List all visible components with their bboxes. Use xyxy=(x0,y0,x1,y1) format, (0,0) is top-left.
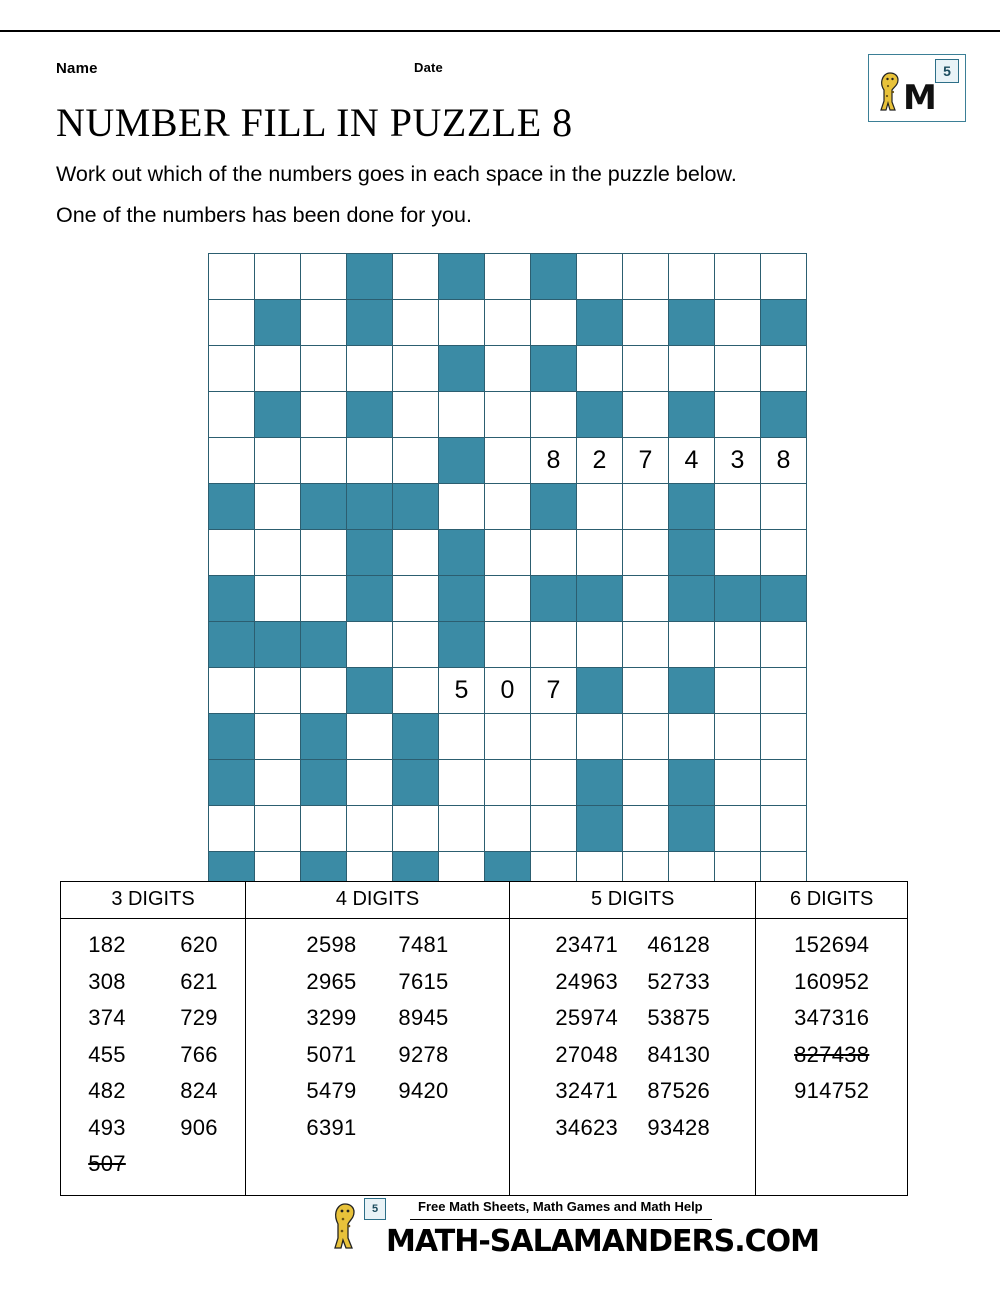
grid-cell-blocked xyxy=(669,760,715,806)
grid-cell-empty[interactable] xyxy=(439,300,485,346)
grid-cell-empty[interactable] xyxy=(761,530,807,576)
grid-cell-empty[interactable] xyxy=(255,760,301,806)
grid-cell-blocked xyxy=(669,806,715,852)
grid-cell-empty[interactable] xyxy=(623,760,669,806)
grid-cell-prefilled[interactable]: 5 xyxy=(439,668,485,714)
grid-cell-blocked xyxy=(393,714,439,760)
grid-cell-empty[interactable] xyxy=(485,392,531,438)
grid-cell-empty[interactable] xyxy=(255,530,301,576)
grid-cell-blocked xyxy=(301,484,347,530)
bank-number-group xyxy=(633,927,725,1146)
grid-cell-empty[interactable] xyxy=(669,622,715,668)
grid-cell-empty[interactable] xyxy=(255,576,301,622)
grid-cell-empty[interactable] xyxy=(761,668,807,714)
bank-number[interactable]: 23471 xyxy=(555,932,619,957)
grid-cell-blocked xyxy=(439,438,485,484)
grid-cell-prefilled[interactable]: 4 xyxy=(669,438,715,484)
grid-cell-empty[interactable] xyxy=(577,622,623,668)
grid-cell-blocked xyxy=(209,622,255,668)
bank-number[interactable]: 455 xyxy=(88,1041,126,1067)
grid-cell-blocked xyxy=(393,760,439,806)
grid-cell-empty[interactable] xyxy=(347,438,393,484)
grid-cell-prefilled[interactable]: 7 xyxy=(531,668,577,714)
grid-cell-empty[interactable] xyxy=(669,714,715,760)
grid-cell-empty[interactable] xyxy=(255,714,301,760)
grid-row xyxy=(209,392,807,438)
grid-cell-empty[interactable] xyxy=(209,530,255,576)
grid-cell-empty[interactable] xyxy=(715,714,761,760)
grid-cell-blocked xyxy=(347,300,393,346)
grid-cell-empty[interactable] xyxy=(623,392,669,438)
bank-number[interactable]: 3299 xyxy=(306,1005,357,1030)
grid-cell-blocked xyxy=(531,484,577,530)
grid-cell-empty[interactable] xyxy=(669,346,715,392)
bank-number[interactable]: 2965 xyxy=(306,968,357,994)
grid-cell-blocked xyxy=(761,392,807,438)
bank-number[interactable]: 9420 xyxy=(398,1078,449,1103)
grid-cell-blocked xyxy=(393,484,439,530)
instruction-line-1: Work out which of the numbers goes in each space in the puzzle below. xyxy=(56,162,737,186)
grid-cell-empty[interactable] xyxy=(209,438,255,484)
puzzle-grid[interactable] xyxy=(208,253,807,898)
grid-cell-blocked xyxy=(439,254,485,300)
logo xyxy=(868,54,966,122)
grid-cell-blocked xyxy=(301,714,347,760)
grid-cell-empty[interactable] xyxy=(485,806,531,852)
name-label: Name xyxy=(56,60,98,77)
bank-number[interactable]: 25974 xyxy=(555,1005,619,1030)
salamander-mascot-icon xyxy=(877,70,903,114)
grid-cell-empty[interactable] xyxy=(715,392,761,438)
grid-cell-empty[interactable] xyxy=(577,714,623,760)
grid-cell-empty[interactable] xyxy=(255,438,301,484)
number-bank-header-row xyxy=(61,882,908,919)
grid-cell-empty[interactable] xyxy=(485,760,531,806)
bank-header-5-digits: 5 DIGITS xyxy=(510,882,756,919)
grid-row xyxy=(209,438,807,484)
bank-number[interactable]: 160952 xyxy=(794,968,870,994)
grid-cell-prefilled[interactable]: 8 xyxy=(761,438,807,484)
grid-cell-blocked xyxy=(577,668,623,714)
grid-cell-empty[interactable] xyxy=(209,806,255,852)
bank-number[interactable]: 52733 xyxy=(647,968,711,994)
grid-cell-empty[interactable] xyxy=(393,392,439,438)
grid-row xyxy=(209,622,807,668)
grid-cell-empty[interactable] xyxy=(623,300,669,346)
date-label: Date xyxy=(414,60,443,75)
grid-cell-empty[interactable] xyxy=(393,576,439,622)
grid-cell-empty[interactable] xyxy=(301,438,347,484)
grid-cell-empty[interactable] xyxy=(439,760,485,806)
bank-number[interactable]: 5071 xyxy=(306,1041,357,1067)
grid-cell-empty[interactable] xyxy=(623,484,669,530)
bank-number[interactable]: 308 xyxy=(88,968,126,994)
grid-cell-blocked xyxy=(209,484,255,530)
grid-row xyxy=(209,576,807,622)
grid-cell-blocked xyxy=(439,346,485,392)
bank-number[interactable]: 152694 xyxy=(794,932,870,957)
grid-cell-empty[interactable] xyxy=(301,300,347,346)
grid-cell-empty[interactable] xyxy=(439,484,485,530)
grid-row xyxy=(209,484,807,530)
footer-divider xyxy=(410,1219,712,1220)
grid-cell-empty[interactable] xyxy=(623,576,669,622)
grid-cell-blocked xyxy=(669,392,715,438)
grid-cell-empty[interactable] xyxy=(715,484,761,530)
grid-cell-empty[interactable] xyxy=(485,300,531,346)
grid-cell-empty[interactable] xyxy=(531,806,577,852)
grid-cell-empty[interactable] xyxy=(301,806,347,852)
bank-header-6-digits: 6 DIGITS xyxy=(756,882,908,919)
grid-cell-empty[interactable] xyxy=(347,622,393,668)
grid-cell-blocked xyxy=(669,300,715,346)
grid-cell-empty[interactable] xyxy=(301,346,347,392)
grid-cell-empty[interactable] xyxy=(301,392,347,438)
instruction-line-2: One of the numbers has been done for you. xyxy=(56,203,472,227)
grid-cell-empty[interactable] xyxy=(255,346,301,392)
grid-cell-empty[interactable] xyxy=(439,806,485,852)
bank-number[interactable]: 2598 xyxy=(306,932,357,957)
grid-cell-empty[interactable] xyxy=(577,530,623,576)
grid-cell-empty[interactable] xyxy=(301,530,347,576)
bank-number[interactable]: 482 xyxy=(88,1078,126,1103)
grid-cell-empty[interactable] xyxy=(623,714,669,760)
footer-grade-badge: 5 xyxy=(364,1198,386,1220)
grid-cell-empty[interactable] xyxy=(531,392,577,438)
grid-row xyxy=(209,714,807,760)
grid-row xyxy=(209,760,807,806)
number-bank xyxy=(60,881,908,1196)
bank-number[interactable]: 6391 xyxy=(306,1114,357,1140)
grid-cell-blocked xyxy=(761,576,807,622)
grid-cell-empty[interactable] xyxy=(439,714,485,760)
grid-cell-blocked xyxy=(439,576,485,622)
grid-cell-blocked xyxy=(531,254,577,300)
grid-cell-empty[interactable] xyxy=(439,392,485,438)
grid-cell-empty[interactable] xyxy=(347,714,393,760)
grid-cell-empty[interactable] xyxy=(485,484,531,530)
grid-row xyxy=(209,806,807,852)
grid-cell-blocked xyxy=(347,576,393,622)
bank-number[interactable]: 914752 xyxy=(794,1078,870,1103)
grid-cell-blocked xyxy=(347,392,393,438)
grid-cell-prefilled[interactable]: 3 xyxy=(715,438,761,484)
grid-cell-blocked xyxy=(301,760,347,806)
bank-number[interactable]: 5479 xyxy=(306,1078,357,1103)
grid-cell-prefilled[interactable]: 7 xyxy=(623,438,669,484)
grade-badge: 5 xyxy=(935,59,959,83)
grid-cell-empty[interactable] xyxy=(623,530,669,576)
bank-header-3-digits: 3 DIGITS xyxy=(61,882,246,919)
grid-row xyxy=(209,346,807,392)
bank-number-group xyxy=(153,927,245,1183)
grid-cell-empty[interactable] xyxy=(485,438,531,484)
grid-cell-empty[interactable] xyxy=(485,622,531,668)
bank-cell-4-digits xyxy=(246,919,510,1196)
number-bank-body-row xyxy=(61,919,908,1196)
grid-cell-blocked xyxy=(669,668,715,714)
grid-cell-empty[interactable] xyxy=(301,576,347,622)
grid-row xyxy=(209,254,807,300)
grid-cell-empty[interactable] xyxy=(761,254,807,300)
grid-cell-empty[interactable] xyxy=(393,254,439,300)
bank-number-group xyxy=(286,927,378,1146)
grid-cell-blocked xyxy=(301,622,347,668)
grid-cell-blocked xyxy=(577,760,623,806)
grid-cell-empty[interactable] xyxy=(761,484,807,530)
grid-cell-prefilled[interactable]: 2 xyxy=(577,438,623,484)
grid-cell-blocked xyxy=(209,714,255,760)
bank-number[interactable]: 34623 xyxy=(555,1114,619,1140)
grid-cell-blocked xyxy=(577,300,623,346)
grid-cell-blocked xyxy=(347,484,393,530)
logo-m-mark: M xyxy=(903,78,935,118)
bank-number[interactable]: 84130 xyxy=(647,1041,711,1067)
grid-cell-blocked xyxy=(347,254,393,300)
grid-cell-empty[interactable] xyxy=(761,806,807,852)
bank-cell-5-digits xyxy=(510,919,756,1196)
grid-cell-blocked xyxy=(255,622,301,668)
grid-cell-empty[interactable] xyxy=(531,530,577,576)
bank-number-group xyxy=(541,927,633,1146)
bank-number[interactable]: 729 xyxy=(180,1005,218,1030)
grid-cell-empty[interactable] xyxy=(531,760,577,806)
grid-cell-empty[interactable] xyxy=(347,760,393,806)
grid-cell-blocked xyxy=(255,300,301,346)
bank-number-group xyxy=(378,927,470,1146)
grid-cell-empty[interactable] xyxy=(393,530,439,576)
grid-cell-empty[interactable] xyxy=(715,760,761,806)
bank-header-4-digits: 4 DIGITS xyxy=(246,882,510,919)
grid-cell-blocked xyxy=(577,392,623,438)
grid-cell-empty[interactable] xyxy=(301,254,347,300)
grid-cell-empty[interactable] xyxy=(209,346,255,392)
grid-cell-empty[interactable] xyxy=(347,346,393,392)
bank-number[interactable]: 9278 xyxy=(398,1041,449,1067)
bank-number[interactable]: 27048 xyxy=(555,1041,619,1067)
grid-cell-empty[interactable] xyxy=(209,668,255,714)
grid-cell-blocked xyxy=(347,668,393,714)
grid-cell-empty[interactable] xyxy=(577,346,623,392)
grid-cell-blocked xyxy=(347,530,393,576)
bank-number[interactable]: 8945 xyxy=(398,1005,449,1030)
top-divider xyxy=(0,30,1000,32)
bank-number-used[interactable]: 507 xyxy=(88,1151,126,1176)
grid-cell-empty[interactable] xyxy=(393,438,439,484)
grid-cell-empty[interactable] xyxy=(623,254,669,300)
grid-cell-blocked xyxy=(669,484,715,530)
bank-number[interactable]: 7481 xyxy=(398,932,449,957)
grid-cell-blocked xyxy=(209,760,255,806)
grid-cell-empty[interactable] xyxy=(255,254,301,300)
footer-brand: MATH-SALAMANDERS.COM xyxy=(386,1224,819,1259)
bank-number[interactable]: 374 xyxy=(88,1005,126,1030)
grid-cell-blocked xyxy=(439,530,485,576)
grid-cell-empty[interactable] xyxy=(623,668,669,714)
grid-row xyxy=(209,300,807,346)
bank-number[interactable]: 824 xyxy=(180,1078,218,1103)
grid-cell-blocked xyxy=(255,392,301,438)
grid-cell-empty[interactable] xyxy=(485,714,531,760)
grid-cell-empty[interactable] xyxy=(347,806,393,852)
grid-cell-blocked xyxy=(761,300,807,346)
bank-cell-6-digits xyxy=(756,919,908,1196)
grid-cell-blocked xyxy=(669,530,715,576)
grid-cell-empty[interactable] xyxy=(761,622,807,668)
grid-cell-empty[interactable] xyxy=(715,254,761,300)
grid-cell-empty[interactable] xyxy=(715,530,761,576)
grid-cell-empty[interactable] xyxy=(623,806,669,852)
grid-cell-empty[interactable] xyxy=(301,668,347,714)
grid-cell-empty[interactable] xyxy=(715,346,761,392)
bank-number[interactable]: 493 xyxy=(88,1114,126,1140)
grid-cell-empty[interactable] xyxy=(669,254,715,300)
grid-cell-empty[interactable] xyxy=(715,806,761,852)
grid-cell-empty[interactable] xyxy=(531,622,577,668)
bank-number-group xyxy=(786,927,878,1110)
bank-number[interactable]: 93428 xyxy=(647,1114,711,1140)
grid-cell-empty[interactable] xyxy=(393,668,439,714)
grid-cell-empty[interactable] xyxy=(761,346,807,392)
grid-cell-empty[interactable] xyxy=(485,254,531,300)
grid-cell-blocked xyxy=(439,622,485,668)
grid-cell-empty[interactable] xyxy=(623,622,669,668)
grid-cell-blocked xyxy=(531,346,577,392)
grid-cell-empty[interactable] xyxy=(209,254,255,300)
bank-number[interactable]: 87526 xyxy=(647,1078,711,1103)
grid-cell-empty[interactable] xyxy=(485,576,531,622)
grid-cell-empty[interactable] xyxy=(485,346,531,392)
bank-number[interactable]: 46128 xyxy=(647,932,711,957)
grid-cell-prefilled[interactable]: 8 xyxy=(531,438,577,484)
grid-cell-empty[interactable] xyxy=(209,300,255,346)
grid-cell-empty[interactable] xyxy=(393,346,439,392)
grid-cell-blocked xyxy=(715,576,761,622)
grid-cell-blocked xyxy=(577,576,623,622)
bank-number[interactable]: 347316 xyxy=(794,1005,870,1030)
bank-number[interactable]: 906 xyxy=(180,1114,218,1140)
bank-number[interactable]: 53875 xyxy=(647,1005,711,1030)
grid-cell-empty[interactable] xyxy=(715,300,761,346)
bank-number[interactable]: 621 xyxy=(180,968,218,994)
grid-cell-empty[interactable] xyxy=(485,530,531,576)
grid-row xyxy=(209,668,807,714)
bank-number-used[interactable]: 827438 xyxy=(794,1041,870,1067)
bank-number[interactable]: 182 xyxy=(88,932,126,957)
grid-cell-empty[interactable] xyxy=(393,806,439,852)
bank-number[interactable]: 24963 xyxy=(555,968,619,994)
grid-cell-empty[interactable] xyxy=(531,714,577,760)
grid-cell-blocked xyxy=(577,806,623,852)
bank-cell-3-digits xyxy=(61,919,246,1196)
footer-tagline: Free Math Sheets, Math Games and Math Help xyxy=(418,1199,703,1214)
grid-cell-empty[interactable] xyxy=(393,300,439,346)
grid-row xyxy=(209,530,807,576)
bank-number-group xyxy=(61,927,153,1183)
grid-cell-blocked xyxy=(209,576,255,622)
grid-cell-empty[interactable] xyxy=(255,484,301,530)
page-title: NUMBER FILL IN PUZZLE 8 xyxy=(56,100,573,145)
bank-number[interactable]: 620 xyxy=(180,932,218,957)
grid-cell-empty[interactable] xyxy=(761,714,807,760)
grid-cell-empty[interactable] xyxy=(531,300,577,346)
grid-cell-empty[interactable] xyxy=(209,392,255,438)
grid-cell-empty[interactable] xyxy=(393,622,439,668)
grid-cell-empty[interactable] xyxy=(577,254,623,300)
grid-cell-empty[interactable] xyxy=(715,622,761,668)
grid-cell-empty[interactable] xyxy=(255,806,301,852)
bank-number[interactable]: 32471 xyxy=(555,1078,619,1103)
grid-cell-prefilled[interactable]: 0 xyxy=(485,668,531,714)
grid-cell-blocked xyxy=(669,576,715,622)
grid-cell-empty[interactable] xyxy=(761,760,807,806)
grid-cell-empty[interactable] xyxy=(623,346,669,392)
grid-cell-empty[interactable] xyxy=(577,484,623,530)
grid-cell-blocked xyxy=(531,576,577,622)
grid-cell-empty[interactable] xyxy=(255,668,301,714)
bank-number[interactable]: 766 xyxy=(180,1041,218,1067)
footer-salamander-icon xyxy=(330,1200,360,1252)
bank-number[interactable]: 7615 xyxy=(398,968,449,994)
grid-cell-empty[interactable] xyxy=(715,668,761,714)
